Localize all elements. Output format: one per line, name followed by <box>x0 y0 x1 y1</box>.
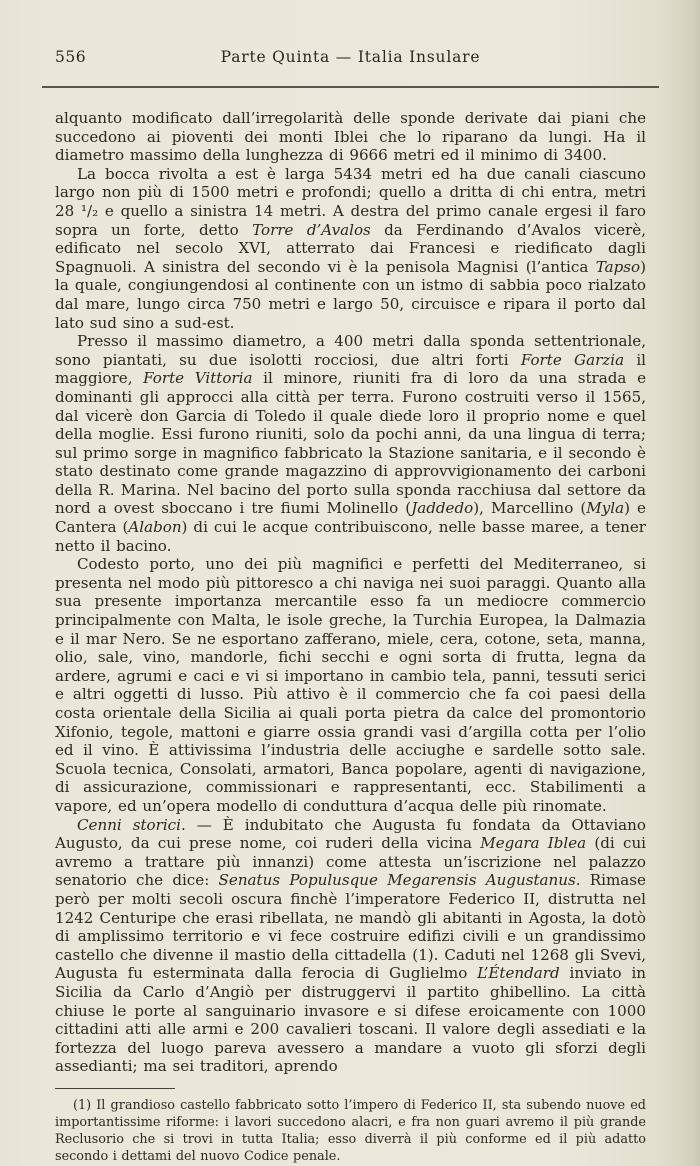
paragraph <box>55 332 646 555</box>
italic-run: Cenni storici. <box>77 815 186 834</box>
text-run: ) la quale, congiungendosi al continente con un istmo di sabbia poco rialzato dal mare, lungo circa 750 metri e largo 50, circuisce e ripara il porto dal lato sud sino a sud-est. <box>55 257 646 332</box>
page-number: 556 <box>55 48 87 66</box>
text-run: inviato in Sicilia da Carlo d’Angiò per distruggervi il partito ghibellino. La città chiuse le porte al sanguinario invasore e si difese eroicamente con 1000 cittadini atti alle armi e 200 cavalieri toscani. Il valore degli assediati e la fortezza del luogo pareva avessero a mandare a vuoto gli sforzi degli assedianti; ma sei traditori, aprendo <box>55 964 646 1076</box>
text-run: alquanto modificato dall’irregolarità delle sponde derivate dai piani che succedono ai pioventi dei monti Iblei che lo riparano da lungi. Ha il diametro massimo della lunghezza di 9666 metri ed il minimo di 3400. <box>55 109 646 165</box>
italic-run: Forte Garzia <box>520 350 625 369</box>
paragraph <box>55 1098 646 1166</box>
text-run: La bocca rivolta a est è larga 5434 metri ed ha due canali ciascuno largo non più di 1500 metri e profondi; quello a dritta di chi entra, metri 28 ¹/₂ e quello a sinistra 14 metri. A destra del primo canale ergesi il faro sopra un forte, detto <box>55 164 646 239</box>
header-title: Parte Quinta — Italia Insulare <box>220 48 481 66</box>
paragraph <box>55 816 646 1076</box>
text-run: Rimase però per molti secoli oscura finchè l’imperatore Federico II, distrutta nel 1242 Centuripe che erasi ribellata, ne mandò gli abitanti in Agosta, la dotò di amplissimo territorio e vi fece costruire edifizi civili e un grandissimo castello che divenne il mastio della cittadella (1). Caduti nel 1268 gli Svevi, Augusta fu esterminata dalla ferocia di Guglielmo <box>55 871 646 983</box>
italic-run: Alabon <box>128 518 182 537</box>
footnote-rule <box>55 1088 175 1089</box>
italic-run: L’Étendard <box>477 964 560 983</box>
text-run: Codesto porto, uno dei più magnifici e perfetti del Mediterraneo, si presenta nel modo più pittoresco a chi naviga nei suoi paraggi. Quanto alla sua presente importanza mercantile esso fa un mediocre commercio principalmente con Malta, le isole greche, la Turchia Europea, la Dalmazia e il mar Nero. Se ne esportano zafferano, miele, cera, cotone, seta, manna, olio, sale, vino, mandorle, fichi secchi e ogni sorta di frutta, legna da ardere, agrumi e caci e vi si importano in cambio tela, panni, tessuti serici e altri oggetti di lusso. Più attivo è il commercio che fa coi paesi della costa orientale della Sicilia ai quali porta pietra da calce del promontorio Xifonio, tegole, mattoni e giarre ossia grandi vasi d’argilla cotta per l’olio ed il vino. È attivissima l’industria delle acciughe e sardelle sotto sale. Scuola tecnica, Consolati, armatori, Banca popolare, agenti di navigazione, di assicurazione, commissionari e rappresentanti, ecc. Stabilimenti a vapore, ed un’opera modello di conduttura d’acqua delle più rinomate. <box>55 555 646 815</box>
italic-run: Forte Vittoria <box>143 369 253 388</box>
text-run: da Ferdinando d’Avalos vicerè, edificato nel secolo XVI, atterrato dai Francesi e riedificato dagli Spagnuoli. A sinistra del secondo vi è la penisola Magnisi (l’antica <box>55 220 647 276</box>
text-run: — È indubitato che Augusta fu fondata da Ottaviano Augusto, da cui prese nome, coi ruderi della vicina <box>55 815 646 853</box>
text-run: ) e Cantera ( <box>55 499 646 537</box>
text-run: il maggiore, <box>55 350 646 388</box>
running-head <box>55 48 646 70</box>
text-run: Presso il massimo diametro, a 400 metri dalla sponda settentrionale, sono piantati, su due isolotti rocciosi, due altri forti <box>55 332 646 369</box>
text-run: ) di cui le acque contribuiscono, nelle basse maree, a tener netto il bacino. <box>55 518 646 555</box>
text-run: ), Marcellino ( <box>473 499 587 518</box>
paragraph <box>55 555 646 815</box>
text-run: il minore, riuniti fra di loro da una strada e dominanti gli approcci alla città per terra. Furono costruiti verso il 1565, dal vicerè don Garcia di Toledo il quale diede loro il proprio nome e quel della moglie. Essi furono riuniti, solo da pochi anni, da una lingua di terra; sul primo sorge in magnifico fabbricato la Stazione sanitaria, e il secondo è stato destinato come grande magazzino di approvvigionamento dei carboni della R. Marina. Nel bacino del porto sulla sponda racchiusa dal settore da nord a ovest sboccano i tre fiumi Molinello ( <box>55 369 646 518</box>
header-rule <box>42 86 659 88</box>
italic-run: Torre d’Avalos <box>252 220 371 239</box>
italic-run: Tapso <box>595 257 641 276</box>
body-text <box>55 109 646 1076</box>
italic-run: Senatus Populusque Megarensis Augustanus. <box>218 871 581 890</box>
paragraph <box>55 109 646 165</box>
italic-run: Megara Iblea <box>480 834 587 853</box>
italic-run: Myla <box>586 499 625 518</box>
text-run: (di cui avremo a trattare più innanzi) come attesta un’iscrizione nel palazzo senatorio che dice: <box>55 834 646 890</box>
footnote <box>55 1098 646 1166</box>
paragraph <box>55 165 646 332</box>
text-run: (1) Il grandioso castello fabbricato sotto l’impero di Federico II, sta subendo nuove ed importantissime riforme: i lavori succedono alacri, e fra non guari avremo il più grande Reclusorio che si trovi in tutta Italia; esso diverrà il più conforme ed il più adatto secondo i dettami del nuovo Codice penale. <box>55 1097 646 1164</box>
italic-run: Jaddedo <box>411 499 474 518</box>
